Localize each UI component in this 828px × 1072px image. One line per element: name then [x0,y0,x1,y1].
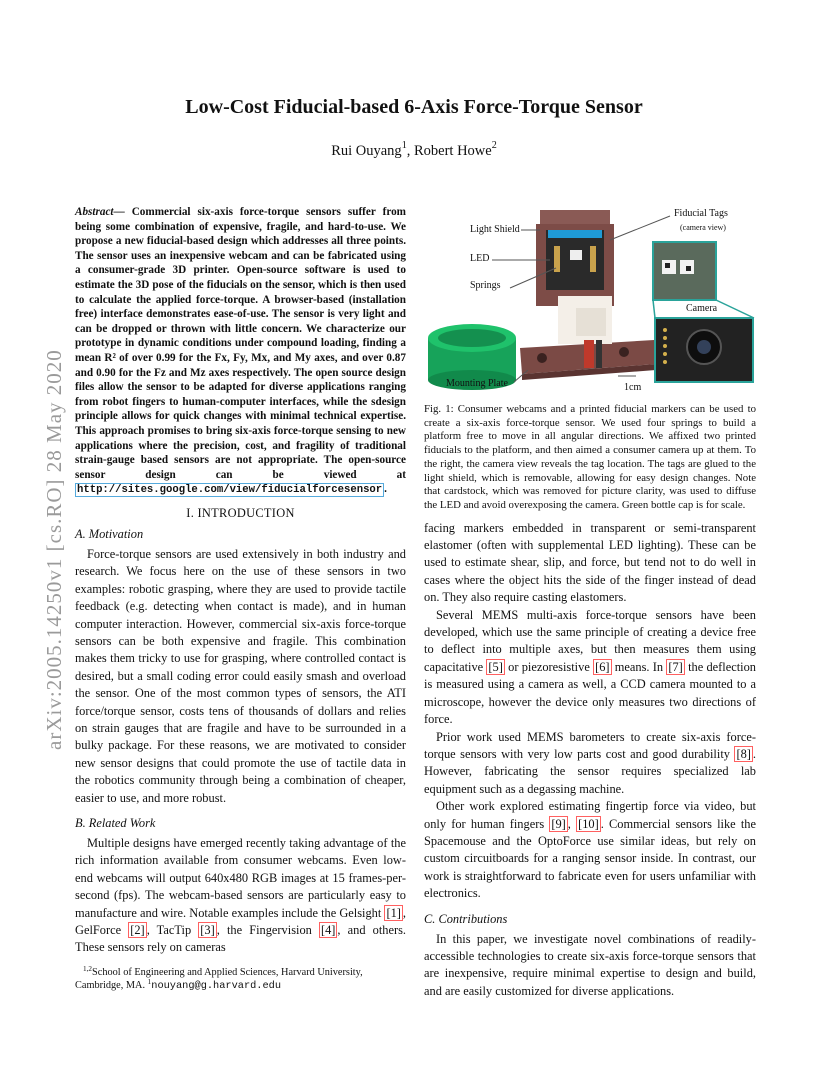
citation-link[interactable]: [2] [130,923,145,937]
citation-link[interactable]: [9] [551,816,566,831]
citation-link[interactable]: [1] [386,905,401,920]
right-column [424,200,756,1000]
authors: Rui Ouyang$^1$, Robert Howe$^2$ [331,140,497,159]
author-2: Robert Howe [414,143,492,159]
label-camera-view: (camera view) [680,223,726,232]
arxiv-stamp [14,270,66,750]
label-scale: 1cm [624,382,642,393]
subsection-heading-related-work: B. Related Work [75,815,156,830]
arxiv-id: arXiv:2005.14250v1 [cs.RO] 28 May 2020 [42,349,66,750]
figure-caption: Fig. 1: Consumer webcams and a printed fiducial markers can be used to create a six-axis force-torque sensor. We used four springs to build a platform free to move in all angular directions. We affixed two printed fiducials to the platform, and then aimed a consumer camera up at them. To the right, the camera view reveals the tag location. The tags are glued to the light shield, which is removable, allowing for easy design changes. Note that cardstock, which was removed for picture clarity, was used to diffuse the LED and avoid overexposing the camera. Green bottle cap is for scale. [424,403,756,511]
citation-link[interactable]: [6] [595,659,610,674]
paragraph-facing-markers: facing markers embedded in transparent or semi-transparent elastomer (often with supplemental LED lighting). These can be used to estimate shear, slip, and force, but tend not to do well in cases where the object hits the side of the finger instead of dead on. They also require casting elastomers. [424,520,756,605]
abstract: Abstract— Commercial six-axis force-torque sensors suffer from being some combination of expensive, fragile, and hard-to-use. We propose a new fiducial-based design which addresses all three points. The sensor uses an inexpensive webcam and can be fabricated using a consumer-grade 3D printer. Open-source software is used to estimate the 3D pose of the fiducials on the sensor, which is then used to calculate the applied force-torque. A browser-based (installation free) interface demonstrates ease-of-use. The sensor is very light and can be dropped or thrown with little concern. We characterize our prototype in dynamic conditions under compound loading, finding a mean R² of over 0.99 for the Fx, Fy, Mx, and My axes, and over 0.87 and 0.90 for the Fz and Mz axes respectively. The open source design files allow the sensor to be adapted for diverse applications ranging from robot fingers to human-computer interfaces, while the sdesign principle allows for quick changes with minimal technical expertise. This approach promises to bring six-axis force-torque sensing to new applications where the precision, cost, and fragility of traditional strain-gauge based sensors are not appropriate. The open-source sensor design can be viewed at http://sites.google.com/view/fiducialforcesensor . [75,206,406,497]
label-camera: Camera [686,303,718,314]
paragraph-barometers: Prior work used MEMS barometers to create six-axis force-torque sensors with very low parts cost and good durability [8] . However, fabricating the sensor requires specialized lab equipment such as a degassing machine. [424,729,756,796]
paragraph-mems: Several MEMS multi-axis force-torque sensors have been developed, which use the same principle of creating a device free to deflect into multiple axes, but then measures them using capacitative [5] or piezoresistive [6] means. In [7] the deflection is measured using a camera as well, a CCD camera mounted to a microscope, however the device only measures two directions of force. [424,607,756,727]
citation-link[interactable]: [5] [488,659,503,674]
subsection-heading-motivation: A. Motivation [75,526,144,541]
citation-link[interactable]: [7] [668,659,683,674]
label-mounting-plate: Mounting Plate [446,378,508,389]
camera-board-image [655,318,753,382]
paragraph-contributions: In this paper, we investigate novel combinations of readily-accessible technologies to create six-axis force-torque sensors that are inexpensive, require minimal expertise to design and build, and are easily customized for diverse applications. [424,931,756,998]
abstract-body: — Commercial six-axis force-torque sensors suffer from being some combination of expensive, fragile, and hard-to-use. We propose a new fiducial-based design which addresses all three points. The sensor uses an inexpensive webcam and can be fabricated using a consumer-grade 3D printer. Open-source software is used to estimate the 3D pose of the fiducials on the sensor, which is then used to calculate the applied force-torque. A browser-based (installation free) interface demonstrates ease-of-use. The sensor is very light and can be dropped or thrown with little concern. We characterize our prototype in dynamic conditions under compound loading, finding a mean R² of over 0.99 for the Fx, Fy, Mx, and My axes, and over 0.87 and 0.90 for the Fz and Mz axes respectively. The open source design files allow the sensor to be adapted for diverse applications ranging from robot fingers to human-computer interfaces, while the sdesign principle allows for quick changes with minimal technical expertise. This approach promises to bring six-axis force-torque sensing to new applications where the precision, cost, and fragility of traditional strain-gauge based sensors are not appropriate. The open-source sensor design can be viewed at [75,206,406,481]
project-link[interactable]: http://sites.google.com/view/fiducialforcesensor [77,484,383,497]
paper-title: Low-Cost Fiducial-based 6-Axis Force-Torque Sensor [185,96,643,118]
section-heading-introduction: I. INTRODUCTION [186,505,295,520]
citation-link[interactable]: [10] [578,816,599,831]
label-light-shield: Light Shield [470,224,520,235]
motivation-paragraph: Force-torque sensors are used extensively in both industry and research. We focus here on the use of these sensors in two examples: robotic grasping, where they are used to provide tactile feedback (e.g. detecting when contact is made), and in human computer interaction. However, commercial six-axis force-torque sensors can be both expensive and fragile. This combination makes them tricky to use for grasping, where controlled contact is desired, but a small coding error could easily smash and overload the sensor. One of the most common types of sensors, the ATI force/torque sensor, costs tens of thousands of dollars and relies on strain gauges that are fragile and have to be surrounded in a bulky package. For these reasons, we are motivated to consider new sensor designs that could promote the use of tactile data in the robotics community through being a combination of cheaper, easier to use, and more robust. [75,546,406,805]
subsection-heading-contributions: C. Contributions [424,911,508,926]
citation-link[interactable]: [3] [200,923,215,937]
related-work-paragraph: Multiple designs have emerged recently taking advantage of the rich information available from consumer webcams. Even low-end webcams will output 640x480 RGB images at 15 frames-per-second (fps). The webcam-based sensors are particularly easy to manufacture and wire. Notable examples include the Gelsight [1] , GelForce [2] , TacTip [3] , the Fingervision [4] , and others. These sensors rely on cameras [75,835,407,955]
author-1: Rui Ouyang [331,143,402,159]
left-column [75,205,406,957]
label-springs: Springs [470,280,501,291]
citation-link[interactable]: [4] [320,923,336,937]
paragraph-video-estimation: Other work explored estimating fingertip force via video, but only for human fingers [9] , [10] . Commercial sensors like the Spacemouse and the OptoForce use similar ideas, but rely on custom circuitboards for a ranging sensor inside. In contrast, our work is straightforward to fabricate even for users unfamiliar with electronics. [424,799,757,901]
label-led: LED [470,253,490,264]
author-email: nouyang@g.harvard.edu [151,980,282,992]
affiliation-footnote: $^{1,2}$School of Engineering and Applied Sciences, Harvard University, Cambridge, MA. $^1$nouyang@g.harvard.edu [75,965,363,992]
abstract-lead: Abstract [75,206,114,218]
label-fiducial-tags: Fiducial Tags [674,208,728,219]
figure-1 [424,200,756,397]
citation-link[interactable]: [8] [736,746,751,761]
